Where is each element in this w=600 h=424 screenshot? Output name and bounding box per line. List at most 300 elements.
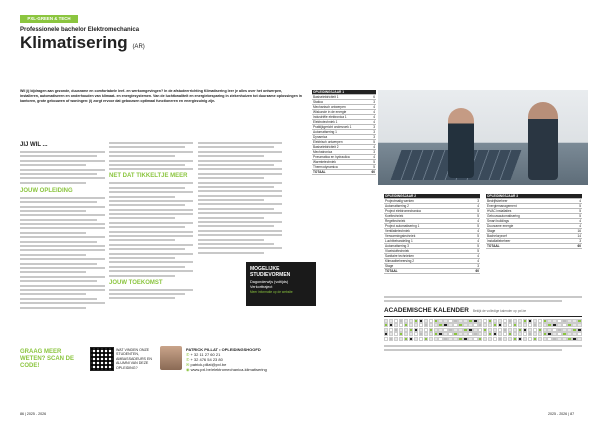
calendar-cell — [557, 332, 561, 336]
calendar-cell — [513, 328, 517, 332]
calendar-cell — [434, 328, 438, 332]
total-label: TOTAAL — [312, 170, 364, 175]
calendar-cell — [448, 328, 452, 332]
calendar-cell — [562, 332, 566, 336]
calendar-cell — [458, 328, 462, 332]
calendar-cell — [528, 332, 532, 336]
course-name: Smart buildings — [486, 219, 570, 224]
calendar-cell — [552, 337, 556, 341]
calendar-cell — [419, 332, 423, 336]
calendar-grid — [384, 319, 582, 341]
calendar-cell — [493, 332, 497, 336]
calendar-cell — [508, 323, 512, 327]
calendar-cell — [572, 332, 576, 336]
calendar-cell — [543, 337, 547, 341]
course-name: HVAC installaties — [486, 209, 570, 214]
calendar-cell — [557, 337, 561, 341]
calendar-cell — [518, 323, 522, 327]
calendar-cell — [414, 323, 418, 327]
page-subtitle: Professionele bachelor Elektromechanica — [20, 27, 140, 33]
calendar-cell — [528, 337, 532, 341]
calendar-cell — [414, 337, 418, 341]
table-year-2 — [384, 194, 480, 274]
calendar-cell — [473, 319, 477, 323]
calendar-cell — [399, 323, 403, 327]
section-heading-jij-wil: JIJ WIL ... — [20, 142, 48, 148]
table-total-row — [486, 244, 582, 249]
table-year-3 — [486, 194, 582, 249]
calendar-cell — [414, 328, 418, 332]
calendar-cell — [394, 328, 398, 332]
course-credits: 3 — [468, 199, 480, 204]
calendar-cell — [557, 328, 561, 332]
col2-text-bottom — [109, 289, 193, 300]
calendar-cell — [419, 328, 423, 332]
course-credits: 6 — [364, 95, 376, 100]
calendar-cell — [409, 332, 413, 336]
table-title: OPLEIDINGSJAAR 1 — [312, 90, 376, 95]
course-credits: 3 — [364, 150, 376, 155]
calendar-cell — [424, 337, 428, 341]
calendar-cell — [533, 323, 537, 327]
calendar-cell — [533, 328, 537, 332]
calendar-cell — [409, 323, 413, 327]
calendar-cell — [458, 323, 462, 327]
intro-text: Wil jij bijdragen aan gezonde, duurzame en comfortabele leef- en werkomgevingen? In de afstudeerrichting Klimatisering leer je alles over het ontwerpen, installeren, automatiseren en onderhouden van klimaat- en energiesystemen. Van de luchtkwaliteit en energiebesparing in ziekenhuizen tot duurzame oplossingen in kantoren, grote gebouwen of woningen: jij zorgt ervoor dat gebouwen optimaal functioneren en energiezuinig zijn. — [20, 89, 302, 103]
course-credits: 4 — [468, 204, 480, 209]
calendar-cell — [399, 337, 403, 341]
calendar-cell — [424, 319, 428, 323]
calendar-cell — [508, 328, 512, 332]
calendar-cell — [438, 337, 442, 341]
table-total-row — [312, 170, 376, 175]
calendar-cell — [443, 319, 447, 323]
qr-caption: WAT VINDEN ONZE STUDENTEN, AMBASSADEURS EN ALUMNI VAN DEZE OPLEIDING? — [116, 348, 152, 370]
calendar-cell — [443, 332, 447, 336]
course-credits: 4 — [570, 219, 582, 224]
calendar-cell — [572, 328, 576, 332]
calendar-cell — [463, 328, 467, 332]
studievormen-title: MOGELIJKE STUDIEVORMEN — [250, 266, 291, 278]
calendar-cell — [483, 319, 487, 323]
phone-icon: ✆ — [186, 352, 191, 357]
calendar-cell — [463, 319, 467, 323]
calendar-cell — [429, 332, 433, 336]
course-credits: 5 — [468, 234, 480, 239]
course-name: Projectmatig werken — [384, 199, 468, 204]
course-name: Industriële elektronica 1 — [312, 115, 364, 120]
course-name: Installatiebeheer — [486, 239, 570, 244]
calendar-cell — [399, 319, 403, 323]
calendar-cell — [438, 328, 442, 332]
phone-2-text: + 32 476 54 23 80 — [190, 357, 223, 362]
calendar-cell — [552, 332, 556, 336]
calendar-cell — [399, 332, 403, 336]
course-name: Pneumatica en hydraulica — [312, 155, 364, 160]
calendar-cell — [394, 323, 398, 327]
calendar-cell — [409, 337, 413, 341]
calendar-cell — [488, 332, 492, 336]
course-name: Regeltechniek — [384, 219, 468, 224]
course-name: Basiselektriciteit 2 — [312, 145, 364, 150]
col2-text-mid — [109, 182, 193, 276]
calendar-cell — [557, 319, 561, 323]
course-name: Bedrijfsbeheer — [486, 199, 570, 204]
page-title — [20, 33, 145, 57]
calendar-cell — [567, 337, 571, 341]
calendar-cell — [538, 319, 542, 323]
calendar-cell — [488, 337, 492, 341]
course-credits: 4 — [364, 105, 376, 110]
calendar-cell — [453, 328, 457, 332]
calendar-cell — [547, 319, 551, 323]
calendar-cell — [443, 337, 447, 341]
table-title: OPLEIDINGSJAAR 2 — [384, 194, 480, 199]
calendar-week-row — [384, 337, 582, 341]
course-credits: 4 — [364, 115, 376, 120]
calendar-cell — [543, 332, 547, 336]
course-credits: 5 — [468, 244, 480, 249]
calendar-cell — [518, 332, 522, 336]
calendar-cell — [523, 337, 527, 341]
calendar-legend — [384, 345, 582, 351]
footer-left: 86 | 2025 - 2026 — [20, 412, 47, 416]
total-credits: 60 — [570, 244, 582, 249]
calendar-cell — [543, 328, 547, 332]
calendar-cell — [409, 328, 413, 332]
calendar-cell — [508, 319, 512, 323]
table-year-1 — [312, 90, 376, 175]
calendar-cell — [473, 337, 477, 341]
calendar-cell — [429, 337, 433, 341]
course-name: Mechanisch ontwerpen — [312, 105, 364, 110]
calendar-cell — [404, 323, 408, 327]
web-text: www.pxl.be/elektromechanica-klimatisering — [190, 367, 267, 372]
program-tag: PXL-GREEN & TECH — [20, 15, 78, 23]
calendar-cell — [468, 328, 472, 332]
course-credits: 5 — [570, 204, 582, 209]
studievormen-box — [246, 262, 316, 306]
course-credits: 4 — [468, 219, 480, 224]
course-credits: 14 — [570, 234, 582, 239]
calendar-cell — [389, 332, 393, 336]
calendar-week-row — [384, 323, 582, 327]
graag-meer-weten: GRAAG MEER WETEN? SCAN DE CODE! — [20, 349, 74, 369]
calendar-cell — [463, 337, 467, 341]
section-heading-opleiding: JOUW OPLEIDING — [20, 187, 73, 194]
calendar-cell — [483, 323, 487, 327]
col3-text — [198, 142, 282, 254]
calendar-cell — [518, 328, 522, 332]
course-credits: 5 — [364, 165, 376, 170]
course-credits: 3 — [468, 264, 480, 269]
calendar-cell — [533, 337, 537, 341]
course-credits: 4 — [570, 199, 582, 204]
calendar-cell — [438, 332, 442, 336]
calendar-cell — [543, 319, 547, 323]
calendar-cell — [533, 332, 537, 336]
column-2 — [109, 142, 193, 302]
calendar-cell — [523, 323, 527, 327]
studievormen-item: Dagonderwijs (voltijds) — [250, 280, 289, 284]
calendar-cell — [453, 319, 457, 323]
course-credits: 4 — [570, 224, 582, 229]
calendar-cell — [483, 328, 487, 332]
course-name: Project elektromechanica — [384, 209, 468, 214]
calendar-cell — [429, 328, 433, 332]
calendar-cell — [473, 332, 477, 336]
calendar-cell — [547, 332, 551, 336]
calendar-cell — [384, 319, 388, 323]
calendar-cell — [488, 319, 492, 323]
calendar-cell — [438, 323, 442, 327]
calendar-cell — [498, 332, 502, 336]
calendar-cell — [443, 328, 447, 332]
calendar-heading — [384, 307, 582, 314]
calendar-cell — [478, 332, 482, 336]
calendar-cell — [434, 319, 438, 323]
section-heading-net-dat: NET DAT TIKKELTJE MEER — [109, 173, 188, 180]
calendar-cell — [478, 337, 482, 341]
calendar-cell — [448, 332, 452, 336]
calendar-cell — [513, 319, 517, 323]
calendar-cell — [503, 332, 507, 336]
col2-text-top — [109, 142, 193, 170]
course-name: Elektrotechniek 1 — [312, 120, 364, 125]
calendar-cell — [552, 328, 556, 332]
course-name: Praktijkgericht onderzoek 1 — [312, 125, 364, 130]
table-legend — [384, 296, 582, 305]
calendar-cell — [552, 323, 556, 327]
calendar-week-row — [384, 319, 582, 323]
course-credits: 5 — [364, 160, 376, 165]
calendar-cell — [577, 337, 581, 341]
title-text: Klimatisering — [20, 33, 128, 52]
email-text: patrick.pillat@pxl.be — [190, 362, 227, 367]
calendar-cell — [414, 319, 418, 323]
calendar-cell — [384, 328, 388, 332]
calendar-cell — [458, 337, 462, 341]
calendar-cell — [547, 337, 551, 341]
calendar-cell — [513, 332, 517, 336]
students-photo — [378, 90, 588, 185]
section-heading-toekomst: JOUW TOEKOMST — [109, 279, 163, 286]
calendar-cell — [453, 332, 457, 336]
calendar-cell — [498, 319, 502, 323]
footer-right: 2025 - 2026 | 87 — [548, 412, 575, 416]
calendar-cell — [468, 319, 472, 323]
calendar-cell — [419, 323, 423, 327]
course-name: Automatisering 2 — [384, 204, 468, 209]
contact-avatar — [160, 346, 182, 370]
calendar-cell — [404, 337, 408, 341]
person-left — [448, 108, 474, 178]
calendar-block — [384, 307, 582, 354]
calendar-cell — [498, 337, 502, 341]
calendar-cell — [448, 319, 452, 323]
course-credits: 16 — [570, 229, 582, 234]
course-credits: 5 — [364, 140, 376, 145]
jij-wil-list — [20, 151, 105, 184]
course-credits: 3 — [570, 239, 582, 244]
calendar-cell — [473, 328, 477, 332]
calendar-cell — [453, 323, 457, 327]
calendar-rule — [384, 316, 582, 317]
calendar-cell — [448, 323, 452, 327]
calendar-week-row — [384, 332, 582, 336]
calendar-cell — [468, 337, 472, 341]
course-credits: 5 — [468, 214, 480, 219]
course-name: Automatisering 3 — [384, 244, 468, 249]
calendar-cell — [404, 328, 408, 332]
calendar-cell — [463, 332, 467, 336]
calendar-cell — [538, 323, 542, 327]
calendar-cell — [478, 319, 482, 323]
calendar-cell — [468, 323, 472, 327]
calendar-cell — [434, 323, 438, 327]
calendar-cell — [429, 319, 433, 323]
course-name: Project automatisering 1 — [384, 224, 468, 229]
course-credits: 4 — [364, 120, 376, 125]
course-credits: 5 — [468, 249, 480, 254]
calendar-cell — [438, 319, 442, 323]
calendar-cell — [424, 332, 428, 336]
calendar-cell — [394, 337, 398, 341]
course-credits: 4 — [468, 254, 480, 259]
contact-web[interactable] — [186, 367, 306, 372]
calendar-cell — [538, 332, 542, 336]
course-credits: 5 — [570, 209, 582, 214]
calendar-cell — [577, 332, 581, 336]
course-name: Statica — [312, 100, 364, 105]
calendar-cell — [533, 319, 537, 323]
calendar-cell — [434, 332, 438, 336]
course-credits: 4 — [468, 229, 480, 234]
mail-icon: ✉ — [186, 362, 191, 367]
course-name: Verwarmingstechniek — [384, 234, 468, 239]
calendar-cell — [453, 337, 457, 341]
course-name: Gebouwautomatisering — [486, 214, 570, 219]
calendar-cell — [488, 328, 492, 332]
total-label: TOTAAL — [486, 244, 570, 249]
calendar-cell — [572, 319, 576, 323]
total-credits: 60 — [468, 269, 480, 274]
opleiding-list — [20, 197, 105, 309]
calendar-cell — [493, 319, 497, 323]
calendar-cell — [478, 328, 482, 332]
calendar-cell — [424, 328, 428, 332]
course-name: Koeltechniek — [384, 214, 468, 219]
calendar-cell — [498, 323, 502, 327]
course-name: Luchtbehandeling 1 — [384, 239, 468, 244]
course-credits: 4 — [364, 110, 376, 115]
course-name: Mechatronica — [312, 150, 364, 155]
calendar-cell — [384, 323, 388, 327]
calendar-cell — [389, 319, 393, 323]
calendar-cell — [493, 337, 497, 341]
course-name: Bachelorproef — [486, 234, 570, 239]
calendar-cell — [409, 319, 413, 323]
calendar-cell — [552, 319, 556, 323]
calendar-cell — [572, 337, 576, 341]
course-name: Ventilatietechniek — [384, 229, 468, 234]
course-name: Elektrisch ontwerpen — [312, 140, 364, 145]
title-suffix: (AR) — [132, 44, 145, 50]
qr-code[interactable] — [90, 347, 114, 371]
calendar-cell — [547, 323, 551, 327]
calendar-cell — [508, 337, 512, 341]
calendar-cell — [468, 332, 472, 336]
calendar-cell — [528, 328, 532, 332]
calendar-cell — [518, 337, 522, 341]
mobile-icon: ✆ — [186, 357, 191, 362]
calendar-cell — [513, 337, 517, 341]
course-name: Automatisering 1 — [312, 130, 364, 135]
course-name: Klimaatbeheersing 2 — [384, 259, 468, 264]
course-name: Stage — [486, 229, 570, 234]
calendar-cell — [518, 319, 522, 323]
person-right — [528, 102, 558, 180]
course-name: Energiemanagement — [486, 204, 570, 209]
course-credits: 4 — [364, 155, 376, 160]
course-credits: 3 — [364, 135, 376, 140]
calendar-cell — [488, 323, 492, 327]
calendar-cell — [567, 332, 571, 336]
calendar-cell — [503, 319, 507, 323]
calendar-cell — [567, 319, 571, 323]
calendar-subtitle[interactable]: Bekijk de volledige kalender op pxl.be — [472, 309, 527, 313]
calendar-cell — [389, 337, 393, 341]
course-credits: 4 — [364, 145, 376, 150]
course-name: Duurzame energie — [486, 224, 570, 229]
course-name: Dynamica — [312, 135, 364, 140]
calendar-cell — [508, 332, 512, 336]
globe-icon: ◉ — [186, 367, 191, 372]
calendar-cell — [572, 323, 576, 327]
calendar-cell — [493, 328, 497, 332]
studievormen-item: Verkorttraject — [250, 285, 273, 289]
calendar-cell — [528, 319, 532, 323]
calendar-cell — [404, 332, 408, 336]
calendar-title: ACADEMISCHE KALENDER — [384, 307, 469, 314]
calendar-cell — [414, 332, 418, 336]
calendar-cell — [389, 323, 393, 327]
calendar-cell — [434, 337, 438, 341]
calendar-cell — [419, 337, 423, 341]
calendar-cell — [384, 332, 388, 336]
course-credits: 5 — [570, 214, 582, 219]
total-credits: 60 — [364, 170, 376, 175]
course-credits: 3 — [364, 125, 376, 130]
course-name: Vloeistoftechniek — [384, 249, 468, 254]
calendar-cell — [429, 323, 433, 327]
calendar-cell — [538, 328, 542, 332]
course-credits: 3 — [364, 100, 376, 105]
calendar-cell — [557, 323, 561, 327]
course-name: Sanitaire technieken — [384, 254, 468, 259]
calendar-cell — [498, 328, 502, 332]
calendar-cell — [547, 328, 551, 332]
calendar-cell — [503, 323, 507, 327]
calendar-cell — [513, 323, 517, 327]
total-label: TOTAAL — [384, 269, 468, 274]
contact-block — [186, 347, 306, 372]
calendar-cell — [463, 323, 467, 327]
studievormen-item[interactable]: Meer informatie op de website — [250, 290, 293, 294]
calendar-cell — [399, 328, 403, 332]
calendar-cell — [577, 319, 581, 323]
calendar-cell — [567, 323, 571, 327]
